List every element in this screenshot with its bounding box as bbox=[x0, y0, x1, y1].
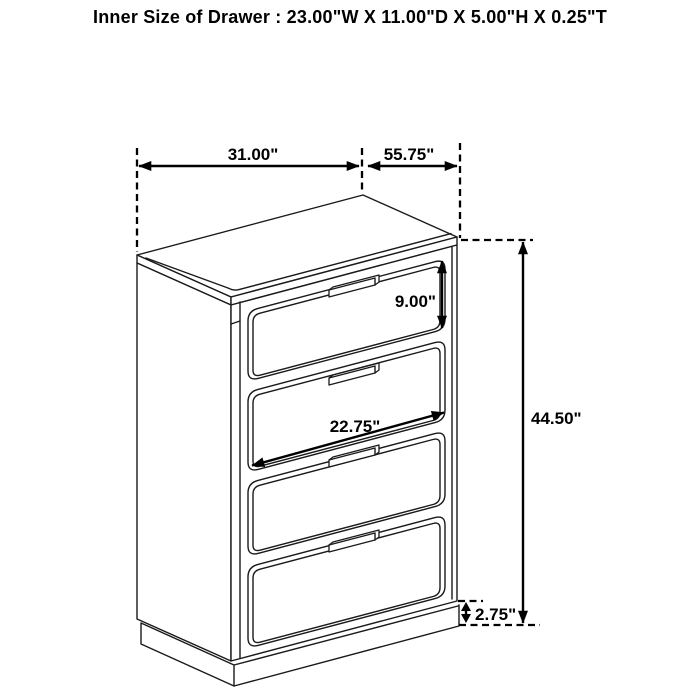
chest-side-panel bbox=[137, 263, 231, 661]
dim-top-depth-label: 55.75" bbox=[383, 145, 435, 164]
dim-top-drawer-height-label: 9.00" bbox=[394, 292, 436, 311]
dim-drawer-width-label: 22.75" bbox=[329, 417, 381, 436]
dim-overall-height-label: 44.50" bbox=[531, 409, 582, 428]
dim-top-width-label: 31.00" bbox=[227, 145, 279, 164]
diagram-title: Inner Size of Drawer : 23.00"W X 11.00"D X 5.00"H X 0.25"T bbox=[93, 7, 607, 27]
dim-base-height bbox=[458, 601, 516, 624]
dim-overall-height bbox=[459, 240, 582, 625]
dim-base-height-label: 2.75" bbox=[475, 605, 517, 624]
